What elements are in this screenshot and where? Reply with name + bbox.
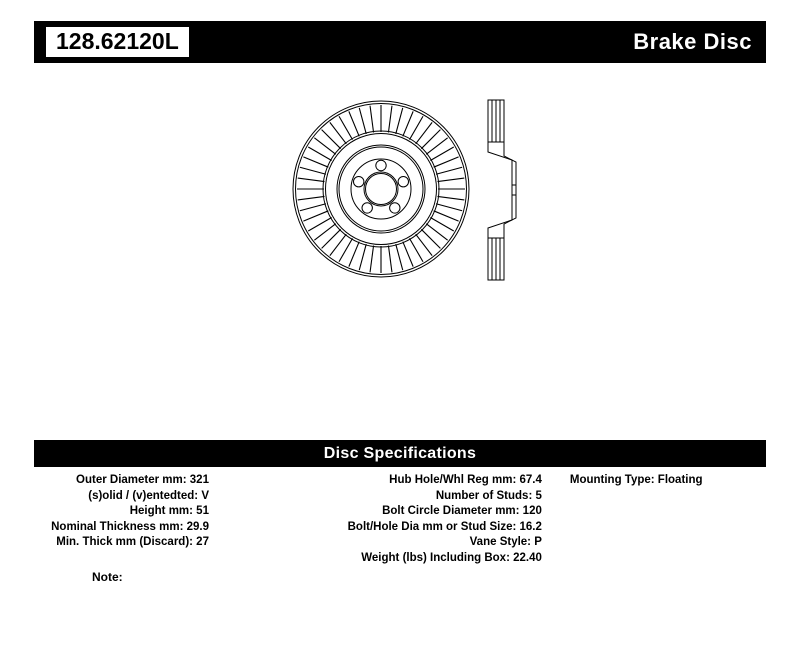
- spec-bolt-circle-diameter: Bolt Circle Diameter mm: 120: [382, 505, 542, 518]
- brake-disc-face-view: [286, 94, 476, 284]
- specifications-columns: [34, 473, 766, 567]
- spec-column-middle: [215, 473, 556, 567]
- spec-bolt-hole-dia: Bolt/Hole Dia mm or Stud Size: 16.2: [347, 520, 542, 533]
- spec-weight-including-box: Weight (lbs) Including Box: 22.40: [361, 551, 542, 564]
- spec-nominal-thickness: Nominal Thickness mm: 29.9: [51, 520, 209, 533]
- spec-solid-vented: (s)olid / (v)entedted: V: [88, 489, 209, 502]
- spec-height: Height mm: 51: [129, 505, 209, 518]
- spec-outer-diameter: Outer Diameter mm: 321: [76, 474, 209, 486]
- note-label: Note:: [92, 570, 123, 584]
- spec-mounting-type: Mounting Type: Floating: [569, 474, 703, 486]
- spec-min-thickness-discard: Min. Thick mm (Discard): 27: [56, 536, 209, 549]
- brake-disc-side-section-view: [474, 90, 534, 290]
- spec-column-right: [556, 473, 766, 489]
- disc-specifications-title: Disc Specifications: [323, 445, 477, 462]
- page-title: Brake Disc: [633, 29, 752, 54]
- header-bar: [34, 21, 766, 63]
- spec-vane-style: Vane Style: P: [469, 536, 542, 549]
- spec-number-of-studs: Number of Studs: 5: [435, 489, 542, 502]
- disc-specifications-bar: [34, 440, 766, 467]
- spec-column-left: [34, 473, 215, 551]
- drawing-area: [34, 72, 766, 412]
- spec-hub-hole: Hub Hole/Whl Reg mm: 67.4: [389, 474, 542, 486]
- part-number: 128.62120L: [46, 27, 189, 57]
